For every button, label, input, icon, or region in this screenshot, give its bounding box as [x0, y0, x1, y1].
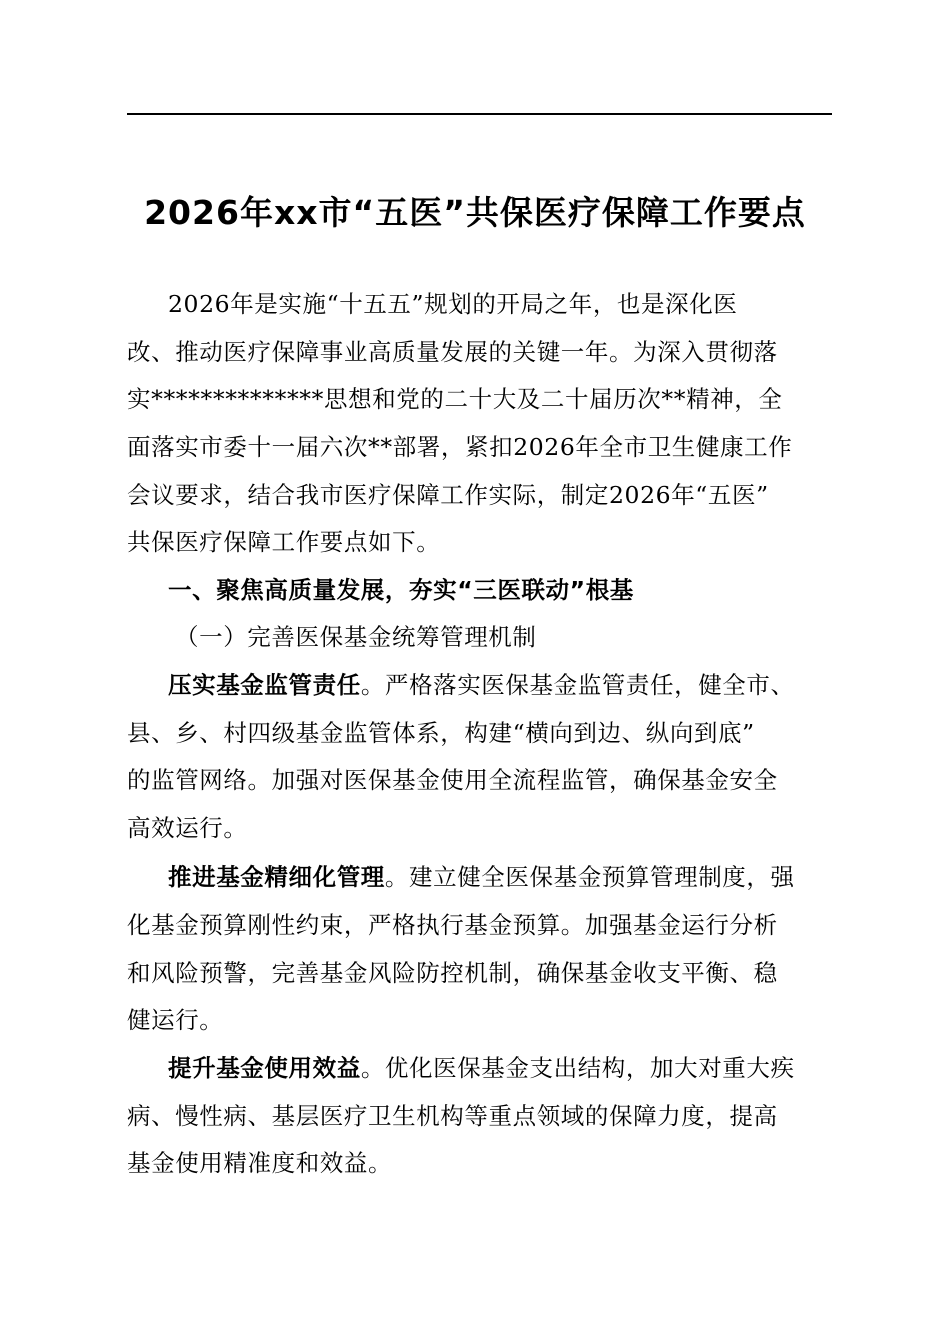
item-line: 高效运行。 — [127, 814, 248, 842]
intro-line: 会议要求，结合我市医疗保障工作实际，制定2026年“五医” — [127, 481, 769, 509]
section-heading: 一、聚焦高质量发展，夯实“三医联动”根基 — [168, 576, 634, 604]
header-rule — [127, 113, 832, 115]
item-text: 。严格落实医保基金监管责任，健全市、 — [360, 671, 795, 699]
item-first-line — [168, 670, 878, 700]
item-line: 县、乡、村四级基金监管体系，构建“横向到边、纵向到底” — [127, 719, 755, 747]
item-lead: 推进基金精细化管理 — [168, 863, 385, 891]
item-text: 。建立健全医保基金预算管理制度，强 — [384, 863, 795, 891]
intro-line: 2026年是实施“十五五”规划的开局之年，也是深化医 — [168, 290, 738, 318]
item-line: 化基金预算刚性约束，严格执行基金预算。加强基金运行分析 — [127, 911, 778, 939]
intro-line: 实**************思想和党的二十大及二十届历次**精神，全 — [127, 385, 783, 413]
item-first-line — [168, 862, 878, 892]
intro-line: 共保医疗保障工作要点如下。 — [127, 528, 441, 556]
item-text: 。优化医保基金支出结构，加大对重大疾 — [360, 1054, 795, 1082]
item-lead: 提升基金使用效益 — [168, 1054, 361, 1082]
item-line: 健运行。 — [127, 1006, 224, 1034]
item-lead: 压实基金监管责任 — [168, 671, 361, 699]
item-first-line — [168, 1053, 878, 1083]
subsection-heading: （一）完善医保基金统筹管理机制 — [175, 623, 537, 651]
item-line: 病、慢性病、基层医疗卫生机构等重点领域的保障力度，提高 — [127, 1102, 778, 1130]
item-line: 和风险预警，完善基金风险防控机制，确保基金收支平衡、稳 — [127, 959, 778, 987]
item-line: 基金使用精准度和效益。 — [127, 1149, 393, 1177]
intro-line: 改、推动医疗保障事业高质量发展的关键一年。为深入贯彻落 — [127, 338, 778, 366]
intro-line: 面落实市委十一届六次**部署，紧扣2026年全市卫生健康工作 — [127, 433, 793, 461]
document-title: 2026年xx市“五医”共保医疗保障工作要点 — [144, 193, 806, 232]
item-line: 的监管网络。加强对医保基金使用全流程监管，确保基金安全 — [127, 766, 778, 794]
